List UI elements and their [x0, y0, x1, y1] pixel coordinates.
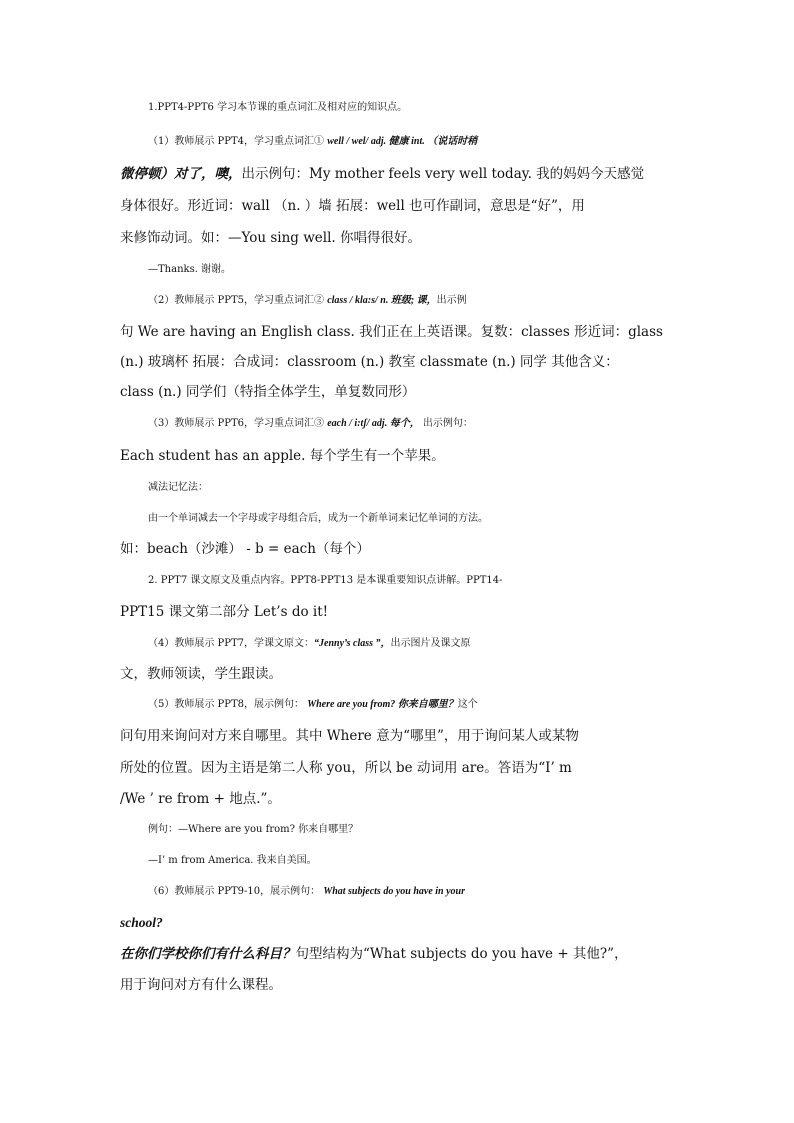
- line-text: 2. PPT7 课文原文及重点内容。PPT8-PPT13 是本课重要知识点讲解。PPT14-: [148, 575, 503, 586]
- paragraph-line: [148, 820, 708, 840]
- line-text: 问句用来询问对方来自哪里。其中 Where 意为“哪里”，用于询问某人或某物: [120, 728, 579, 744]
- paragraph-line: [148, 414, 708, 434]
- line-text: 身体很好。形近词：wall （n. ）墙 拓展：well 也可作副词，意思是“好”，用: [120, 198, 585, 214]
- line-text: class (n.) 同学们（特指全体学生，单复数同形）: [120, 384, 416, 400]
- paragraph-line: [120, 164, 680, 184]
- line-text: 文，教师领读，学生跟读。: [120, 666, 282, 682]
- vocab-highlight: school?: [120, 915, 163, 930]
- line-text: 出示例句：: [419, 418, 473, 429]
- paragraph-line: [120, 382, 680, 402]
- paragraph-line: [120, 602, 680, 622]
- line-text: （2）教师展示 PPT5，学习重点词汇②: [148, 295, 328, 306]
- line-text: （1）教师展示 PPT4，学习重点词汇①: [148, 136, 328, 147]
- line-text: PPT15 课文第二部分 Let’s do it!: [120, 604, 329, 620]
- vocab-highlight: What subjects do you have in your: [323, 886, 465, 897]
- paragraph-line: [148, 478, 708, 498]
- line-text: （4）教师展示 PPT7，学课文原文：: [148, 638, 315, 649]
- paragraph-line: [120, 913, 680, 933]
- paragraph-line: [148, 695, 708, 715]
- line-text: 出示例句：My mother feels very well today. 我的妈妈今天感觉: [241, 166, 645, 182]
- vocab-highlight: Where are you from? 你来自哪里？: [307, 699, 458, 710]
- line-text: 出示图片及课文原: [390, 638, 471, 649]
- line-text: 用于询问对方有什么课程。: [120, 977, 282, 993]
- line-text: 来修饰动词。如：—You sing well. 你唱得很好。: [120, 230, 421, 246]
- line-text: 出示例: [436, 295, 467, 306]
- vocab-highlight: “Jenny’s class ”，: [314, 638, 391, 649]
- line-text: (n.) 玻璃杯 拓展：合成词：classroom (n.) 教室 classmate (n.) 同学 其他含义：: [120, 354, 619, 370]
- vocab-highlight: 在你们学校你们有什么科目？: [120, 946, 296, 961]
- paragraph-line: [148, 98, 708, 118]
- line-text: 1.PPT4-PPT6 学习本节课的重点词汇及相对应的知识点。: [148, 102, 408, 113]
- line-text: 由一个单词减去一个字母或字母组合后，成为一个新单词来记忆单词的方法。: [148, 513, 488, 524]
- line-text: 减法记忆法：: [148, 482, 208, 493]
- paragraph-line: [120, 196, 680, 216]
- paragraph-line: [148, 132, 708, 152]
- paragraph-line: [120, 446, 680, 466]
- vocab-highlight: well / wel/ adj. 健康 int. （说话时稍: [327, 136, 478, 147]
- paragraph-line: [120, 758, 680, 778]
- paragraph-line: [120, 975, 680, 995]
- vocab-highlight: class / klɑ:s/ n. 班级; 课，: [327, 295, 437, 306]
- paragraph-line: [120, 539, 680, 559]
- paragraph-line: [120, 789, 680, 809]
- line-text: 如：beach（沙滩） - b = each（每个）: [120, 541, 370, 557]
- paragraph-line: [120, 726, 680, 746]
- paragraph-line: [120, 322, 680, 342]
- line-text: （5）教师展示 PPT8，展示例句：: [148, 699, 308, 710]
- line-text: 句型结构为“What subjects do you have + 其他?”，: [295, 946, 628, 962]
- paragraph-line: [148, 260, 708, 280]
- paragraph-line: [120, 352, 680, 372]
- line-text: 例句：—Where are you from? 你来自哪里？: [148, 824, 359, 835]
- paragraph-line: [148, 882, 708, 902]
- paragraph-line: [148, 509, 708, 529]
- paragraph-line: [148, 634, 708, 654]
- paragraph-line: [120, 664, 680, 684]
- line-text: —Thanks. 谢谢。: [148, 264, 232, 275]
- vocab-highlight: 微停顿）对了，噢，: [120, 166, 242, 181]
- paragraph-line: [148, 851, 708, 871]
- paragraph-line: [120, 228, 680, 248]
- line-text: Each student has an apple. 每个学生有一个苹果。: [120, 448, 445, 464]
- line-text: （6）教师展示 PPT9-10，展示例句：: [148, 886, 324, 897]
- line-text: （3）教师展示 PPT6，学习重点词汇③: [148, 418, 328, 429]
- line-text: 这个: [457, 699, 478, 710]
- paragraph-line: [148, 291, 708, 311]
- line-text: /We ’ re from + 地点.”。: [120, 791, 281, 807]
- line-text: —I’ m from America. 我来自美国。: [148, 855, 317, 866]
- line-text: 所处的位置。因为主语是第二人称 you，所以 be 动词用 are。答语为“I’ m: [120, 760, 572, 776]
- vocab-highlight: each / i:tʃ/ adj. 每个，: [327, 418, 420, 429]
- paragraph-line: [148, 571, 708, 591]
- paragraph-line: [120, 944, 680, 964]
- line-text: 句 We are having an English class. 我们正在上英语课。复数：classes 形近词：glass: [120, 324, 663, 340]
